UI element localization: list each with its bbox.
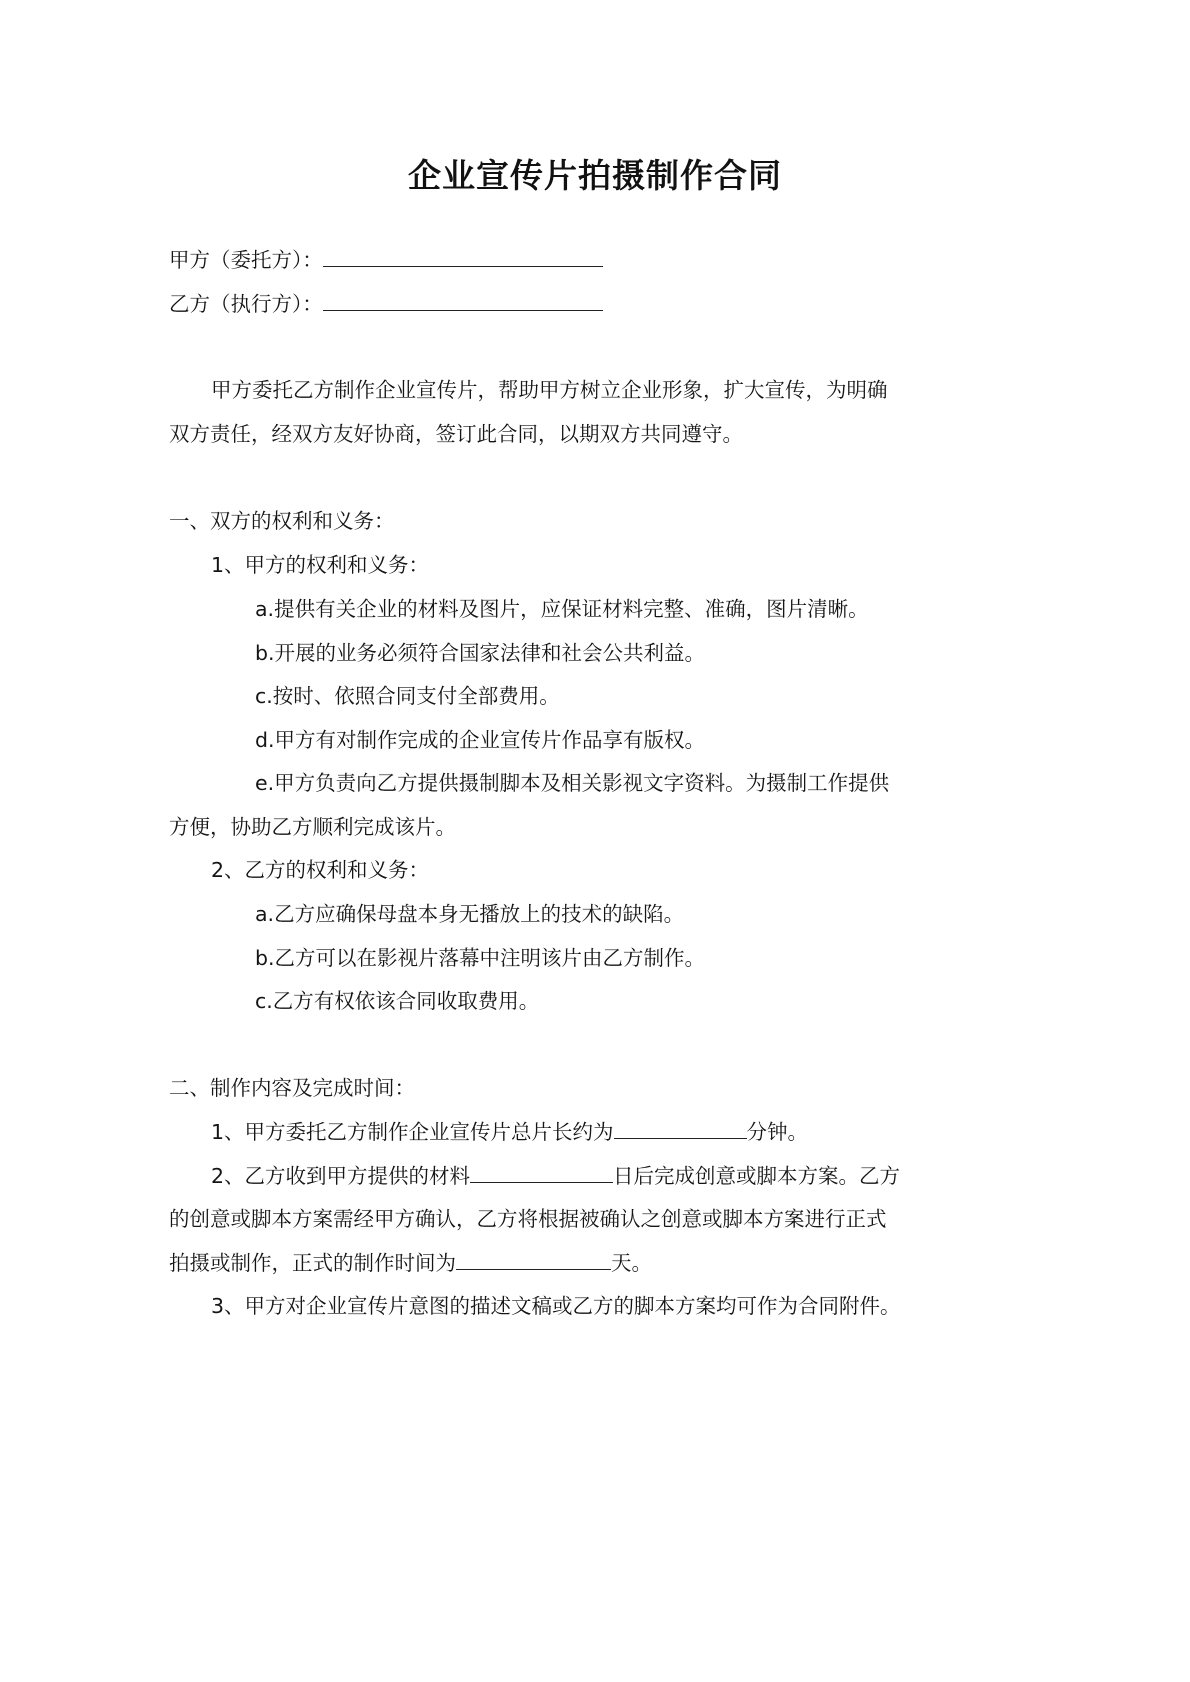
section-2-heading: 二、制作内容及完成时间： <box>169 1076 415 1100</box>
party-a-item-e-continued: 方便，协助乙方顺利完成该片。 <box>169 815 456 839</box>
party-a-field[interactable] <box>323 244 603 267</box>
party-a-item-d: d.甲方有对制作完成的企业宣传片作品享有版权。 <box>255 728 706 752</box>
party-a-item-e: e.甲方负责向乙方提供摄制脚本及相关影视文字资料。为摄制工作提供 <box>255 771 890 795</box>
preamble-line-1: 甲方委托乙方制作企业宣传片，帮助甲方树立企业形象，扩大宣传，为明确 <box>211 378 888 402</box>
clause-2-2-text-before: 2、乙方收到甲方提供的材料 <box>211 1164 471 1188</box>
party-a-label: 甲方（委托方）： <box>169 248 323 272</box>
section-1-heading: 一、双方的权利和义务： <box>169 509 395 533</box>
party-b-item-c: c.乙方有权依该合同收取费用。 <box>255 989 540 1013</box>
clause-2-1 <box>211 1116 808 1147</box>
clause-2-2-line-3 <box>169 1247 652 1278</box>
section-1-sub-1-heading: 1、甲方的权利和义务： <box>211 553 430 577</box>
script-days-field[interactable] <box>470 1160 613 1183</box>
party-a-row <box>169 244 603 275</box>
clause-2-2-line-2: 的创意或脚本方案需经甲方确认，乙方将根据被确认之创意或脚本方案进行正式 <box>169 1207 887 1231</box>
clause-2-2-line-3-before: 拍摄或制作，正式的制作时间为 <box>169 1251 456 1275</box>
preamble-line-2: 双方责任，经双方友好协商，签订此合同，以期双方共同遵守。 <box>169 422 743 446</box>
clause-2-3: 3、甲方对企业宣传片意图的描述文稿或乙方的脚本方案均可作为合同附件。 <box>211 1294 901 1318</box>
clause-2-1-text-after: 分钟。 <box>746 1120 809 1144</box>
party-b-label: 乙方（执行方）： <box>169 292 323 316</box>
party-a-item-b: b.开展的业务必须符合国家法律和社会公共利益。 <box>255 641 706 665</box>
party-a-item-a: a.提供有关企业的材料及图片，应保证材料完整、准确，图片清晰。 <box>255 597 869 621</box>
document-title: 企业宣传片拍摄制作合同 <box>408 156 782 195</box>
clause-2-2-line-3-after: 天。 <box>611 1251 652 1275</box>
section-1-sub-2-heading: 2、乙方的权利和义务： <box>211 858 430 882</box>
clause-2-1-text-before: 1、甲方委托乙方制作企业宣传片总片长约为 <box>211 1120 614 1144</box>
duration-minutes-field[interactable] <box>614 1116 747 1139</box>
clause-2-2-text-after: 日后完成创意或脚本方案。乙方 <box>613 1164 901 1188</box>
party-b-row <box>169 288 603 319</box>
party-b-item-a: a.乙方应确保母盘本身无播放上的技术的缺陷。 <box>255 902 685 926</box>
party-b-field[interactable] <box>323 288 603 311</box>
production-days-field[interactable] <box>456 1247 611 1270</box>
clause-2-2-line-1 <box>211 1160 900 1191</box>
party-a-item-c: c.按时、依照合同支付全部费用。 <box>255 684 560 708</box>
party-b-item-b: b.乙方可以在影视片落幕中注明该片由乙方制作。 <box>255 946 706 970</box>
